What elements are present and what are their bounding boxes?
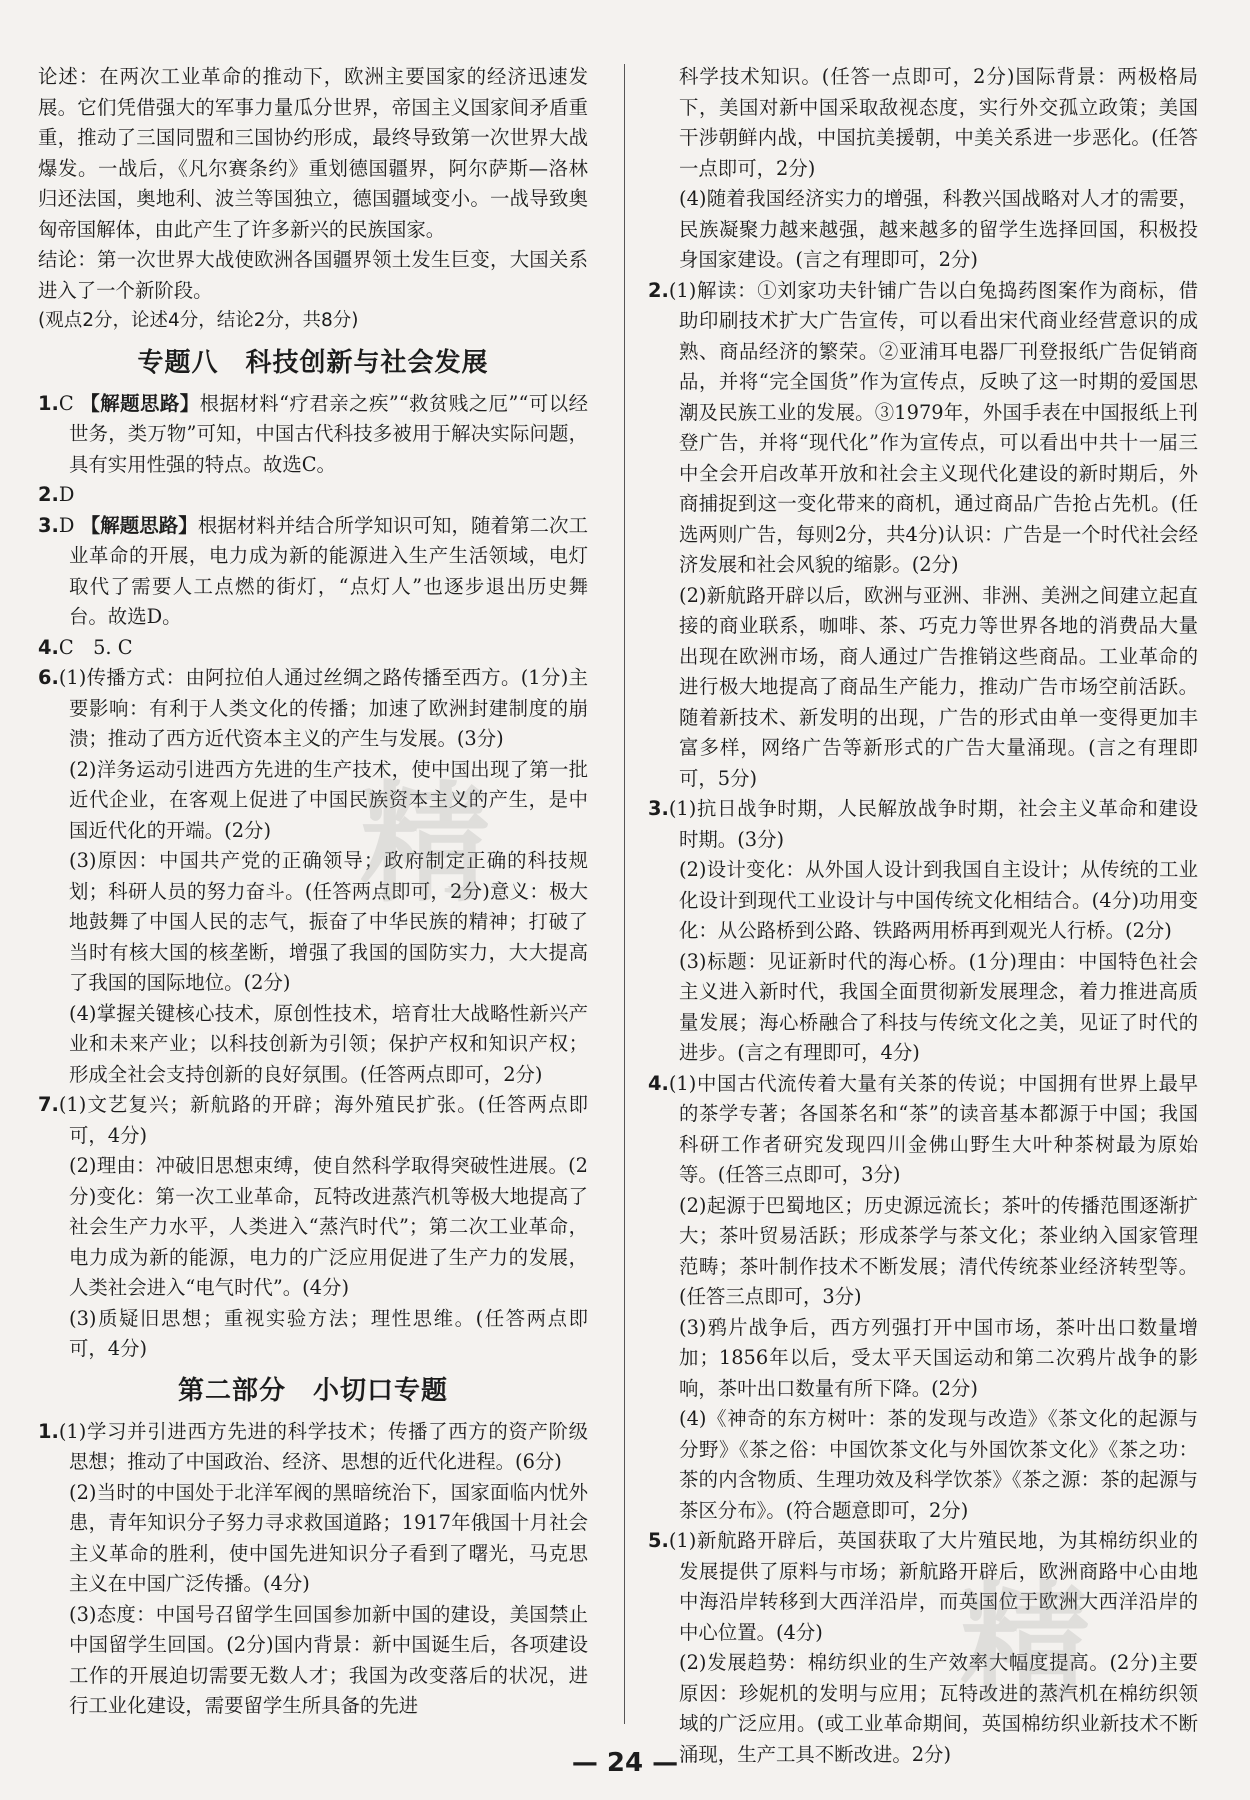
item-number: 4. (648, 1071, 669, 1095)
item-number: 3. (648, 797, 669, 820)
answer-part: (3)鸦片战争后，西方列强打开中国市场，茶叶出口数量增加；1856年以后，受太平天国运动和第二次鸦片战争的影响，茶叶出口数量有所下降。(2分) (679, 1315, 1198, 1400)
answer-text: 根据材料“疗君亲之疾”“救贫贱之厄”“可以经世务，类万物”可知，中国古代科技多被用于解决实际问题，具有实用性强的特点。故选C。 (69, 391, 588, 476)
answer-part: (1)中国古代流传着大量有关茶的传说；中国拥有世界上最早的茶学专著；各国茶名和“茶”的读音基本都源于中国；我国科研工作者研究发现四川金佛山野生大叶种茶树最为原始等。(任答三点即可，3分) (668, 1071, 1198, 1186)
part2-item-4 (648, 1069, 1198, 1527)
part2-item-2 (648, 276, 1198, 795)
section-title-8: 专题八 科技创新与社会发展 (137, 347, 489, 378)
item-number: 2. (38, 483, 59, 506)
answer-part: (4)随着我国经济实力的增强，科教兴国战略对人才的需要，民族凝聚力越来越强，越来越多的留学生选择回国，积极投身国家建设。(言之有理即可，2分) (679, 187, 1198, 271)
answer-item-4-5 (38, 633, 588, 664)
left-column (38, 62, 588, 1722)
answer-part: (2)新航路开辟以后，欧洲与亚洲、非洲、美洲之间建立起直接的商业联系，咖啡、茶、巧克力等世界各地的消费品大量出现在欧洲市场，商人通过广告推销这些商品。工业革命的进行极大地提高了商品生产能力，推动广告市场空前活跃。随着新技术、新发明的出现，广告的形式由单一变得更加丰富多样，网络广告等新形式的广告大量涌现。(言之有理即可，5分) (679, 583, 1198, 790)
part2-item-3 (648, 794, 1198, 1069)
answer-letter: C (58, 391, 74, 415)
column-divider (624, 64, 625, 1724)
score-note: (观点2分，论述4分，结论2分，共8分) (38, 310, 359, 331)
answer-part: (3)态度：中国号召留学生回国参加新中国的建设，美国禁止中国留学生回国。(2分)国内背景：新中国诞生后，各项建设工作的开展迫切需要无数人才；我国为改变落后的状况，进行工业化建设，需要留学生所具备的先进 (69, 1602, 588, 1717)
answer-continuation: 科学技术知识。(任答一点即可，2分)国际背景：两极格局下，美国对新中国采取敌视态度，实行外交孤立政策；美国干涉朝鲜内战，中国抗美援朝，中美关系进一步恶化。(任答一点即可，2分) (679, 65, 1198, 180)
item-number: 2. (648, 278, 669, 302)
item-number: 1. (38, 1419, 59, 1443)
item-number: 3. (38, 513, 59, 537)
answer-text: 根据材料并结合所学知识可知，随着第二次工业革命的开展，电力成为新的能源进入生产生活领域，电灯取代了需要人工点燃的街灯，“点灯人”也逐步退出历史舞台。故选D。 (69, 513, 589, 628)
answer-part: (1)传播方式：由阿拉伯人通过丝绸之路传播至西方。(1分)主要影响：有利于人类文化的传播；加速了欧洲封建制度的崩溃；推动了西方近代资本主义的产生与发展。(3分) (58, 666, 588, 750)
answer-item-7 (38, 1090, 588, 1365)
answer-part: (1)解读：①刘家功夫针铺广告以白兔捣药图案作为商标，借助印刷技术扩大广告宣传，可以看出宋代商业经营意识的成熟、商品经济的繁荣。②亚浦耳电器厂刊登报纸广告促销商品，并将“完全国货”作为宣传点，反映了这一时期的爱国思潮及民族工业的发展。③1979年，外国手表在中国报纸上刊登广告，并将“现代化”作为宣传点，可以看出中共十一届三中全会开启改革开放和社会主义现代化建设的新时期后，外商捕捉到这一变化带来的商机，通过商品广告抢占先机。(任选两则广告，每则2分，共4分)认识：广告是一个时代社会经济发展和社会风貌的缩影。(2分) (668, 278, 1198, 576)
paragraph-argument: 论述：在两次工业革命的推动下，欧洲主要国家的经济迅速发展。它们凭借强大的军事力量瓜分世界，帝国主义国家间矛盾重重，推动了三国同盟和三国协约形成，最终导致第一次世界大战爆发。一战后，《凡尔赛条约》重划德国疆界，阿尔萨斯—洛林归还法国，奥地利、波兰等国独立，德国疆域变小。一战导致奥匈帝国解体，由此产生了许多新兴的民族国家。 (38, 65, 588, 241)
answer-part: (2)洋务运动引进西方先进的生产技术，使中国出现了第一批近代企业，在客观上促进了中国民族资本主义的产生，是中国近代化的开端。(2分) (69, 757, 588, 842)
page-number: — 24 — (571, 1748, 679, 1778)
solution-tag: 【解题思路】 (80, 513, 198, 537)
answer-letter: D (58, 513, 75, 537)
answer-item-6 (38, 663, 588, 1090)
item-number: 7. (38, 1093, 59, 1116)
answer-part: (2)发展趋势：棉纺织业的生产效率大幅度提高。(2分)主要原因：珍妮机的发明与应用；瓦特改进的蒸汽机在棉纺织领域的广泛应用。(或工业革命期间，英国棉纺织业新技术不断涌现，生产工具不断改进。2分) (679, 1651, 1198, 1766)
section-title-part-2: 第二部分 小切口专题 (177, 1375, 448, 1406)
answer-letter: D (58, 483, 75, 506)
answer-part: (1)文艺复兴；新航路的开辟；海外殖民扩张。(任答两点即可，4分) (58, 1093, 588, 1147)
answer-part: (3)原因：中国共产党的正确领导；政府制定正确的科技规划；科研人员的努力奋斗。(任答两点即可，2分)意义：极大地鼓舞了中国人民的志气，振奋了中华民族的精神；打破了当时有核大国的核垄断，增强了我国的国防实力，大大提高了我国的国际地位。(2分) (69, 849, 588, 994)
answer-text: C 5. C (58, 635, 133, 659)
item-number: 5. (648, 1529, 669, 1552)
answer-item-3 (38, 511, 588, 633)
answer-part: (2)起源于巴蜀地区；历史源远流长；茶叶的传播范围逐渐扩大；茶叶贸易活跃；形成茶学与茶文化；茶业纳入国家管理范畴；茶叶制作技术不断发展；清代传统茶业经济转型等。(任答三点即可，3分) (679, 1193, 1198, 1308)
item-number: 6. (38, 666, 59, 689)
answer-part: (1)抗日战争时期，人民解放战争时期，社会主义革命和建设时期。(3分) (668, 797, 1198, 851)
answer-part: (3)质疑旧思想；重视实验方法；理性思维。(任答两点即可，4分) (69, 1306, 588, 1360)
answer-part: (1)新航路开辟后，英国获取了大片殖民地，为其棉纺织业的发展提供了原料与市场；新航路开辟后，欧洲商路中心由地中海沿岸转移到大西洋沿岸，而英国位于欧洲大西洋沿岸的中心位置。(4分) (668, 1529, 1198, 1644)
answer-part: (2)设计变化：从外国人设计到我国自主设计；从传统的工业化设计到现代工业设计与中国传统文化相结合。(4分)功用变化：从公路桥到公路、铁路两用桥再到观光人行桥。(2分) (679, 858, 1198, 942)
part2-item-1 (38, 1417, 588, 1722)
answer-part: (2)理由：冲破旧思想束缚，使自然科学取得突破性进展。(2分)变化：第一次工业革命，瓦特改进蒸汽机等极大地提高了社会生产力水平，人类进入“蒸汽时代”；第二次工业革命，电力成为新的能源，电力的广泛应用促进了生产力的发展，人类社会进入“电气时代”。(4分) (69, 1154, 588, 1299)
watermark: 精 (960, 1568, 1111, 1720)
paragraph-conclusion: 结论：第一次世界大战使欧洲各国疆界领土发生巨变，大国关系进入了一个新阶段。 (38, 248, 588, 302)
item-number: 1. (38, 391, 59, 415)
solution-tag: 【解题思路】 (80, 391, 200, 415)
watermark: 精 (360, 768, 511, 920)
answer-part: (3)标题：见证新时代的海心桥。(1分)理由：中国特色社会主义进入新时代，我国全面贯彻新发展理念，着力推进高质量发展；海心桥融合了科技与传统文化之美，见证了时代的进步。(言之有理即可，4分) (679, 949, 1198, 1064)
answer-part: (2)当时的中国处于北洋军阀的黑暗统治下，国家面临内忧外患，青年知识分子努力寻求救国道路；1917年俄国十月社会主义革命的胜利，使中国先进知识分子看到了曙光，马克思主义在中国广泛传播。(4分) (69, 1480, 588, 1595)
answer-part: (4)掌握关键核心技术，原创性技术，培育壮大战略性新兴产业和未来产业；以科技创新为引领；保护产权和知识产权；形成全社会支持创新的良好氛围。(任答两点即可，2分) (69, 1001, 588, 1086)
item-number: 4. (38, 635, 59, 659)
answer-part: (1)学习并引进西方先进的科学技术；传播了西方的资产阶级思想；推动了中国政治、经济、思想的近代化进程。(6分) (58, 1419, 588, 1473)
part2-item-5 (648, 1526, 1198, 1770)
answer-item-1 (38, 389, 588, 481)
right-column (648, 62, 1198, 1770)
answer-item-2 (38, 480, 588, 511)
answer-part: (4)《神奇的东方树叶：茶的发现与改造》《茶文化的起源与分野》《茶之俗：中国饮茶文化与外国饮茶文化》《茶之功：茶的内含物质、生理功效及科学饮茶》《茶之源：茶的起源与茶区分布》。(符合题意即可，2分) (679, 1407, 1198, 1522)
